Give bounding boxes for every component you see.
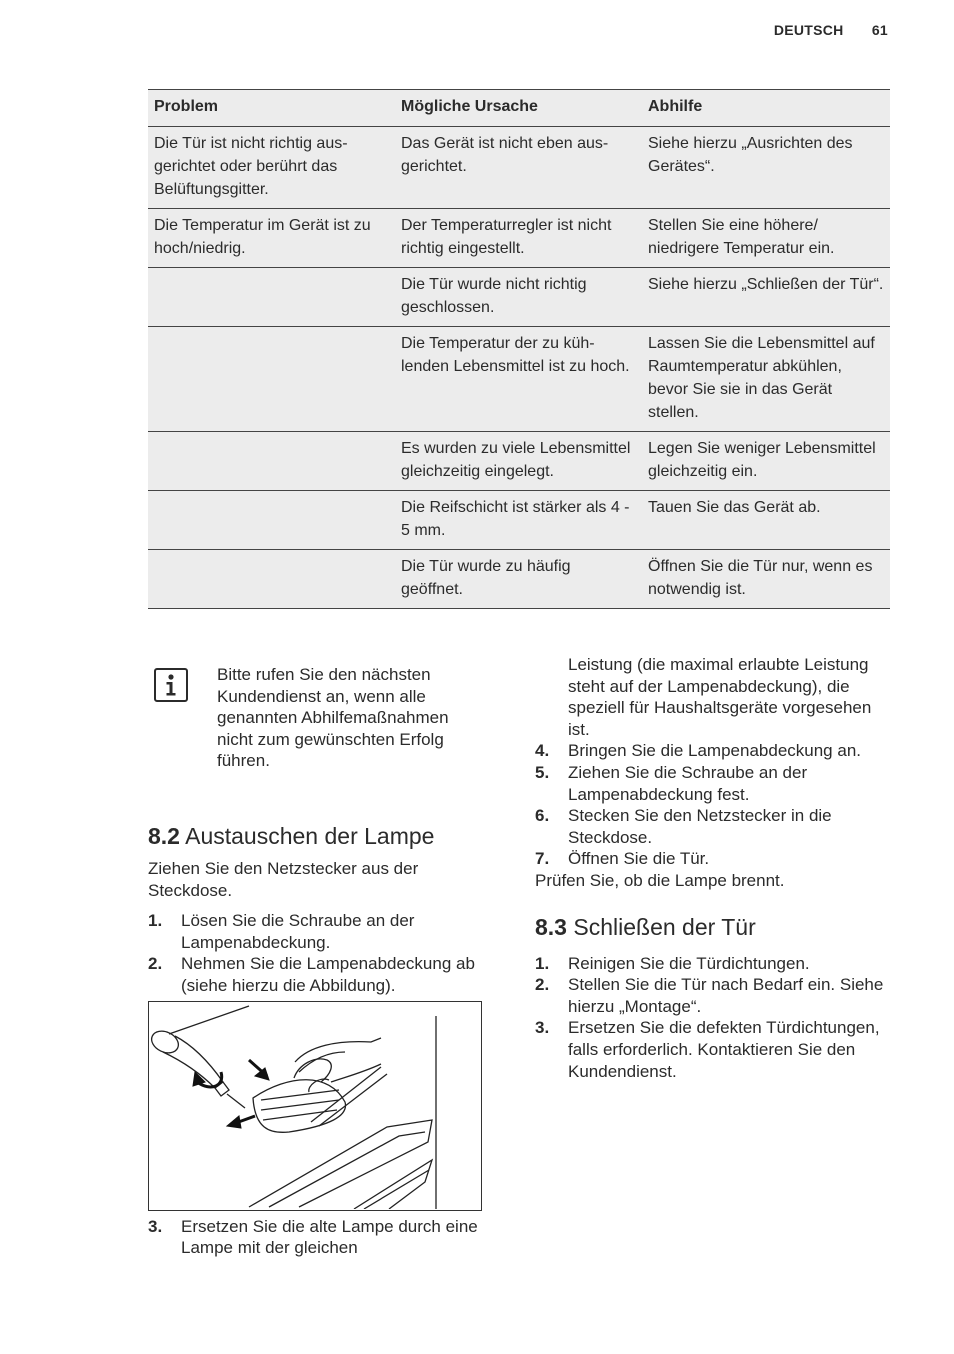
step-text: Öffnen Sie die Tür. (568, 849, 710, 869)
section-title: Schließen der Tür (573, 913, 756, 940)
section-heading-door (535, 912, 890, 942)
table-row (148, 491, 890, 550)
list-item (535, 1017, 890, 1082)
lamp-cover-removal-illustration (149, 1002, 480, 1209)
table-row (148, 127, 890, 209)
step-number: 2. (535, 975, 550, 995)
info-icon (154, 668, 188, 702)
step-text: Bringen Sie die Lampenabdeckung an. (568, 741, 861, 761)
problem-cell (148, 432, 395, 491)
cause-cell: Die Temperatur der zu kühlenden Lebensmittel ist zu hoch. (395, 327, 642, 432)
remedy-cell: Legen Sie weniger Lebensmittel gleichzeitig ein. (642, 432, 890, 491)
list-item (148, 953, 493, 996)
table-row (148, 550, 890, 609)
step3-continuation: Leistung (die maximal erlaubte Leistung steht auf der Lampenabdeckung), die speziell für Haushaltsgeräte vorgesehen ist. (568, 655, 872, 739)
table-row (148, 268, 890, 327)
step-number: 7. (535, 849, 550, 869)
list-item (535, 974, 890, 1017)
remedy-cell: Tauen Sie das Gerät ab. (642, 491, 890, 550)
remedy-cell: Siehe hierzu „Schließen der Tür“. (642, 268, 890, 327)
info-note-text: Bitte rufen Sie den nächsten Kundendienst an, wenn alle genannten Abhilfemaßnahmen nicht zum gewünschten Erfolg führen. (217, 665, 449, 771)
problem-cell: Die Tür ist nicht richtig ausgerichtet oder berührt das Belüftungsgitter. (148, 127, 395, 209)
header-problem: Problem (148, 90, 395, 127)
step-text: Stecken Sie den Netzstecker in die Steckdose. (568, 806, 832, 847)
problem-cell (148, 491, 395, 550)
header-remedy: Abhilfe (642, 90, 890, 127)
header-cause: Mögliche Ursache (395, 90, 642, 127)
door-steps (535, 953, 890, 1083)
cause-cell: Der Temperaturregler ist nicht richtig eingestellt. (395, 209, 642, 268)
step-text: Reinigen Sie die Türdichtungen. (568, 953, 810, 973)
cause-cell: Die Tür wurde zu häufig geöffnet. (395, 550, 642, 609)
section-heading-lamp (148, 821, 493, 851)
lamp-steps (148, 910, 493, 996)
remedy-cell: Öffnen Sie die Tür nur, wenn es notwendig ist. (642, 550, 890, 609)
table-header-row (148, 90, 890, 127)
step-number: 2. (148, 954, 163, 974)
step-number: 4. (535, 741, 550, 761)
step-number: 6. (535, 806, 550, 826)
list-item (535, 848, 890, 870)
list-item (148, 1216, 493, 1259)
left-column (148, 664, 493, 1259)
list-item (535, 953, 890, 975)
step-text: Nehmen Sie die Lampenabdeckung ab (siehe hierzu die Abbildung). (181, 954, 475, 995)
lamp-steps-after (535, 740, 890, 870)
step-text: Ersetzen Sie die alte Lampe durch eine Lampe mit der gleichen (181, 1216, 478, 1258)
step-text: Stellen Sie die Tür nach Bedarf ein. Siehe hierzu „Montage“. (568, 975, 884, 1016)
section-number: 8.2 (148, 823, 180, 849)
remedy-cell: Lassen Sie die Lebensmittel auf Raumtemperatur abkühlen, bevor Sie sie in das Gerät stellen. (642, 327, 890, 432)
step-number: 3. (535, 1018, 550, 1038)
step-text: Ziehen Sie die Schraube an der Lampenabdeckung fest. (568, 762, 808, 804)
info-note (148, 664, 493, 812)
lamp-outro: Prüfen Sie, ob die Lampe brennt. (535, 870, 785, 890)
step-text: Lösen Sie die Schraube an der Lampenabdeckung. (181, 911, 415, 952)
remedy-cell: Stellen Sie eine höhere/ niedrigere Temperatur ein. (642, 209, 890, 268)
section-label: DEUTSCH (773, 22, 844, 38)
cause-cell: Die Reifschicht ist stärker als 4 - 5 mm. (395, 491, 642, 550)
lamp-intro: Ziehen Sie den Netzstecker aus der Steckdose. (148, 859, 419, 900)
step-number: 1. (535, 953, 550, 973)
step-number: 3. (148, 1216, 163, 1236)
problem-cell (148, 268, 395, 327)
table-row (148, 209, 890, 268)
section-number: 8.3 (535, 913, 567, 940)
step-number: 5. (535, 762, 550, 782)
problem-cell: Die Temperatur im Gerät ist zu hoch/niedrig. (148, 209, 395, 268)
list-item (148, 910, 493, 953)
list-item (535, 762, 890, 805)
lamp-steps-continued (148, 1216, 493, 1259)
problem-cell (148, 550, 395, 609)
section-title: Austauschen der Lampe (185, 823, 435, 849)
step-text: Ersetzen Sie die defekten Türdichtungen, falls erforderlich. Kontaktieren Sie den Kundendienst. (568, 1018, 880, 1081)
cause-cell: Die Tür wurde nicht richtig geschlossen. (395, 268, 642, 327)
right-column (535, 654, 890, 1082)
page-header (774, 22, 888, 38)
list-item (535, 805, 890, 848)
table-row (148, 432, 890, 491)
lamp-figure (148, 1001, 482, 1211)
problem-cell (148, 327, 395, 432)
step-number: 1. (148, 911, 163, 931)
troubleshooting-table (148, 89, 890, 609)
page-number: 61 (871, 22, 888, 38)
cause-cell: Das Gerät ist nicht eben ausgerichtet. (395, 127, 642, 209)
table-row (148, 327, 890, 432)
remedy-cell: Siehe hierzu „Ausrichten des Gerätes“. (642, 127, 890, 209)
list-item (535, 740, 890, 762)
cause-cell: Es wurden zu viele Lebensmittel gleichzeitig eingelegt. (395, 432, 642, 491)
